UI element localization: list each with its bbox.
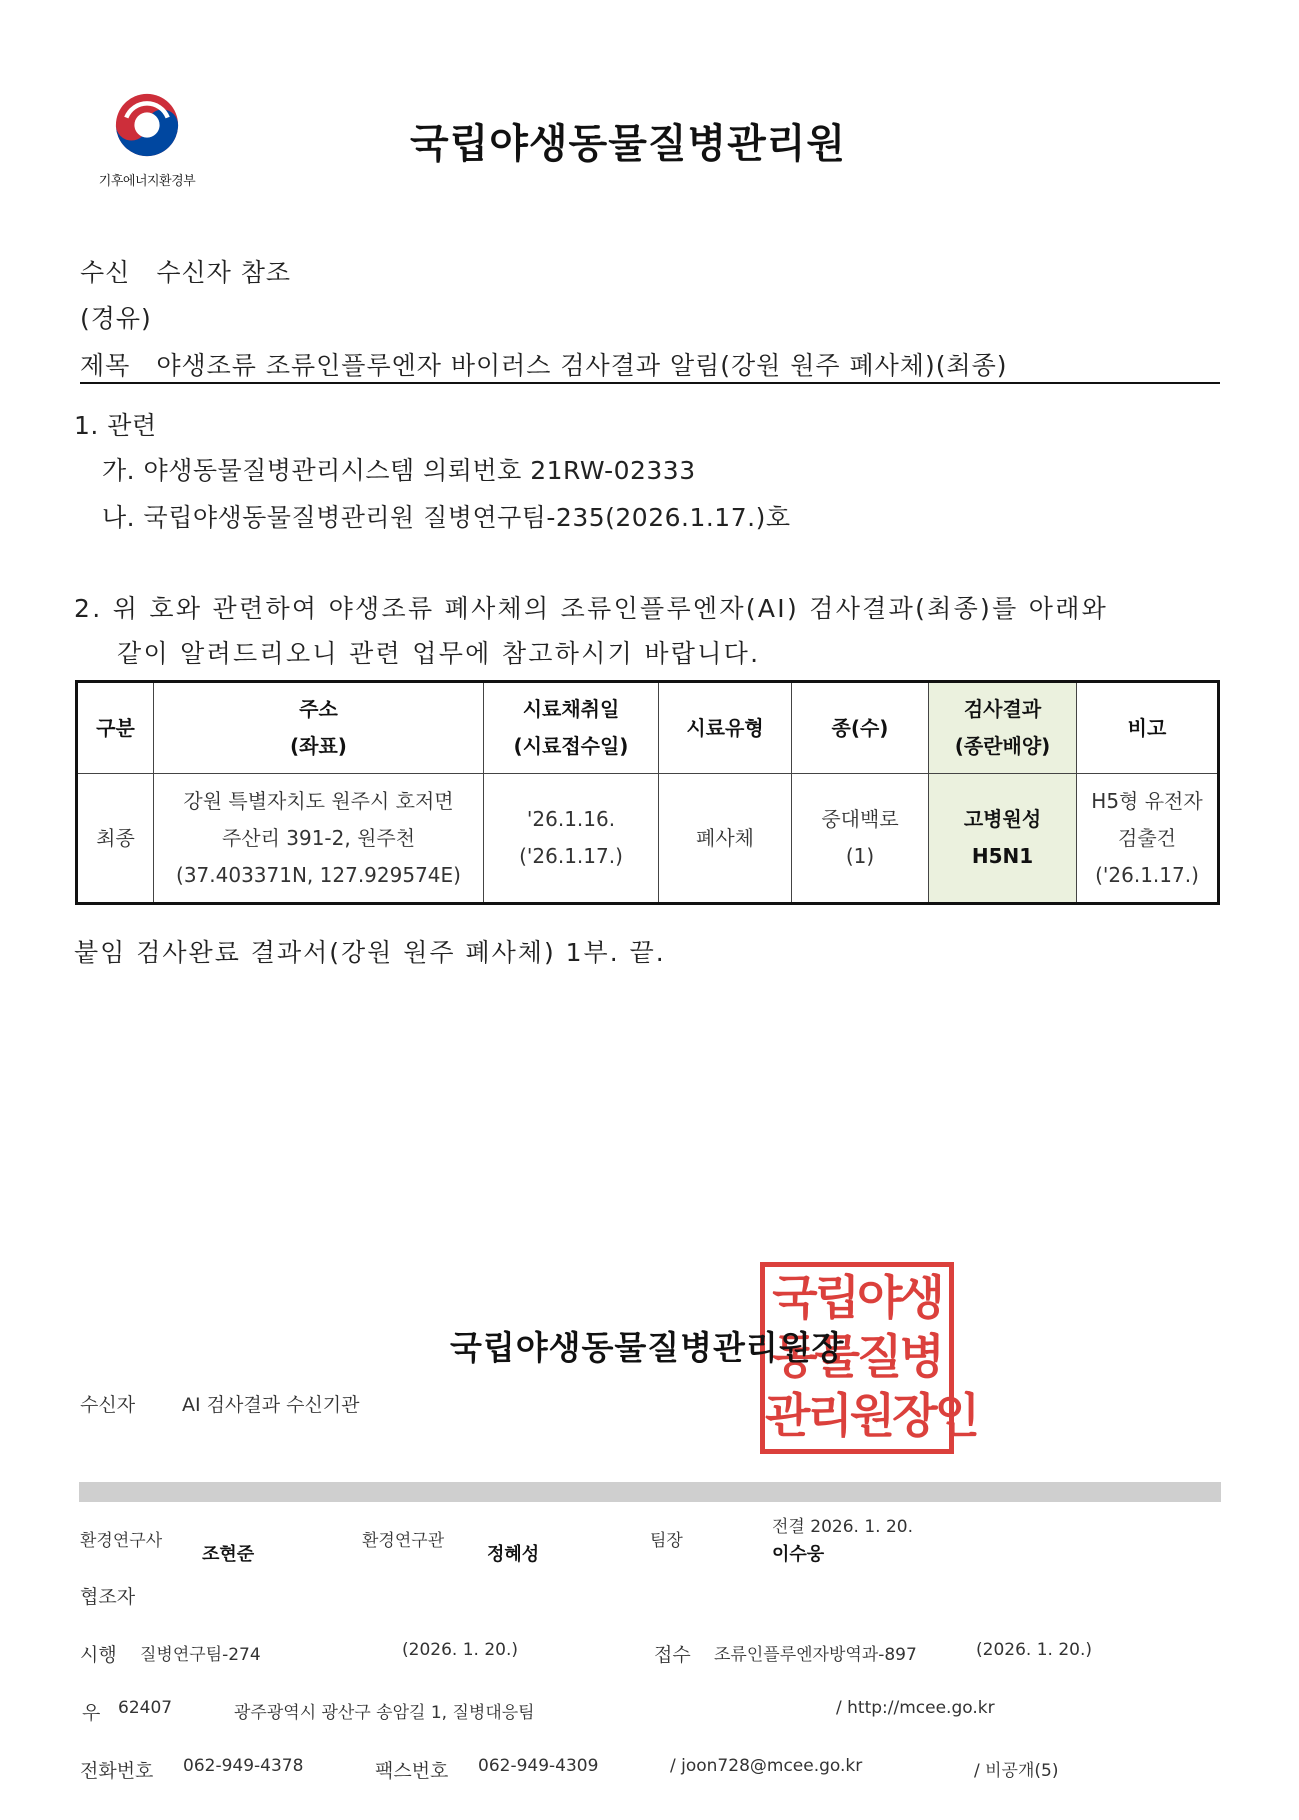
approval-role-3: 팀장 xyxy=(650,1531,683,1551)
receipt-label: 접수 xyxy=(654,1644,691,1666)
enforcement-value: 질병연구팀-274 xyxy=(140,1645,261,1665)
header-species: 종(수) xyxy=(792,682,929,774)
item1-b: 나. 국립야생동물질병관리원 질병연구팀-235(2026.1.17.)호 xyxy=(102,503,791,532)
ministry-logo xyxy=(79,88,215,198)
enforcement-label: 시행 xyxy=(80,1644,117,1666)
ministry-name: 기후에너지환경부 xyxy=(98,174,196,189)
website-link[interactable]: / http://mcee.go.kr xyxy=(836,1698,995,1718)
cell-note: H5형 유전자 검출건 ('26.1.17.) xyxy=(1077,774,1219,904)
footer-divider-bar xyxy=(79,1482,1221,1502)
item1-title: 1. 관련 xyxy=(74,411,157,440)
taegeuk-emblem-icon xyxy=(110,88,184,162)
signature-title: 국립야생동물질병관리원장 xyxy=(450,1328,845,1367)
results-table xyxy=(75,680,1220,905)
postal-code: 62407 xyxy=(118,1698,173,1718)
cell-address: 강원 특별자치도 원주시 호저면 주산리 391-2, 원주천 (37.403371N, 127.929574E) xyxy=(154,774,484,904)
fax-number: 062-949-4309 xyxy=(478,1756,599,1776)
phone-label: 전화번호 xyxy=(80,1760,154,1782)
header-category: 구분 xyxy=(77,682,154,774)
subject-divider xyxy=(80,382,1220,384)
cell-result: 고병원성 H5N1 xyxy=(929,774,1077,904)
item1-a: 가. 야생동물질병관리시스템 의뢰번호 21RW-02333 xyxy=(102,456,696,485)
cooperator-label: 협조자 xyxy=(80,1586,136,1608)
header-result: 검사결과 (종란배양) xyxy=(929,682,1077,774)
cell-sample-date: '26.1.16. ('26.1.17.) xyxy=(484,774,659,904)
email-link[interactable]: / joon728@mcee.go.kr xyxy=(670,1756,863,1776)
table-row xyxy=(77,774,1219,904)
table-header-row xyxy=(77,682,1219,774)
cell-sample-type: 폐사체 xyxy=(659,774,792,904)
enforcement-date: (2026. 1. 20.) xyxy=(402,1640,518,1660)
org-title: 국립야생동물질병관리원 xyxy=(410,121,847,167)
header-sample-date: 시료채취일 (시료접수일) xyxy=(484,682,659,774)
recipient-value: 수신자 참조 xyxy=(156,258,292,287)
receipt-date: (2026. 1. 20.) xyxy=(976,1640,1092,1660)
subject-line xyxy=(80,346,1008,382)
header-note: 비고 xyxy=(1077,682,1219,774)
header-sample-type: 시료유형 xyxy=(659,682,792,774)
approval-role-1: 환경연구사 xyxy=(80,1531,163,1551)
cell-species: 중대백로 (1) xyxy=(792,774,929,904)
receipt-value: 조류인플루엔자방역과-897 xyxy=(714,1645,917,1665)
office-address: 광주광역시 광산구 송암길 1, 질병대응팀 xyxy=(234,1703,535,1723)
subject-label: 제목 xyxy=(80,351,131,380)
fax-label: 팩스번호 xyxy=(375,1760,449,1782)
recipients-value: AI 검사결과 수신기관 xyxy=(182,1394,360,1416)
cell-category: 최종 xyxy=(77,774,154,904)
approval-name-3: 이수웅 xyxy=(772,1544,825,1565)
phone-number: 062-949-4378 xyxy=(183,1756,304,1776)
item2-line1: 2. 위 호와 관련하여 야생조류 폐사체의 조류인플루엔자(AI) 검사결과(최종)를 아래와 xyxy=(74,594,1109,623)
recipient-line xyxy=(80,253,291,289)
recipients-label: 수신자 xyxy=(80,1394,136,1416)
approval-role-2: 환경연구관 xyxy=(362,1531,445,1551)
approval-name-2: 정혜성 xyxy=(487,1544,540,1565)
subject-value: 야생조류 조류인플루엔자 바이러스 검사결과 알림(강원 원주 폐사체)(최종) xyxy=(156,351,1008,380)
attachment-line: 붙임 검사완료 결과서(강원 원주 폐사체) 1부. 끝. xyxy=(74,938,666,967)
recipient-label: 수신 xyxy=(80,258,131,287)
postal-label: 우 xyxy=(82,1702,101,1724)
disclosure-status: / 비공개(5) xyxy=(974,1761,1059,1781)
item2-line2: 같이 알려드리오니 관련 업무에 참고하시기 바랍니다. xyxy=(117,639,761,668)
header-address: 주소 (좌표) xyxy=(154,682,484,774)
official-seal: 국립야생 동물질병 관리원장인 xyxy=(760,1262,954,1454)
approval-final-note: 전결 2026. 1. 20. xyxy=(772,1517,913,1537)
approval-name-1: 조현준 xyxy=(202,1544,255,1565)
via-label: (경유) xyxy=(80,304,152,333)
